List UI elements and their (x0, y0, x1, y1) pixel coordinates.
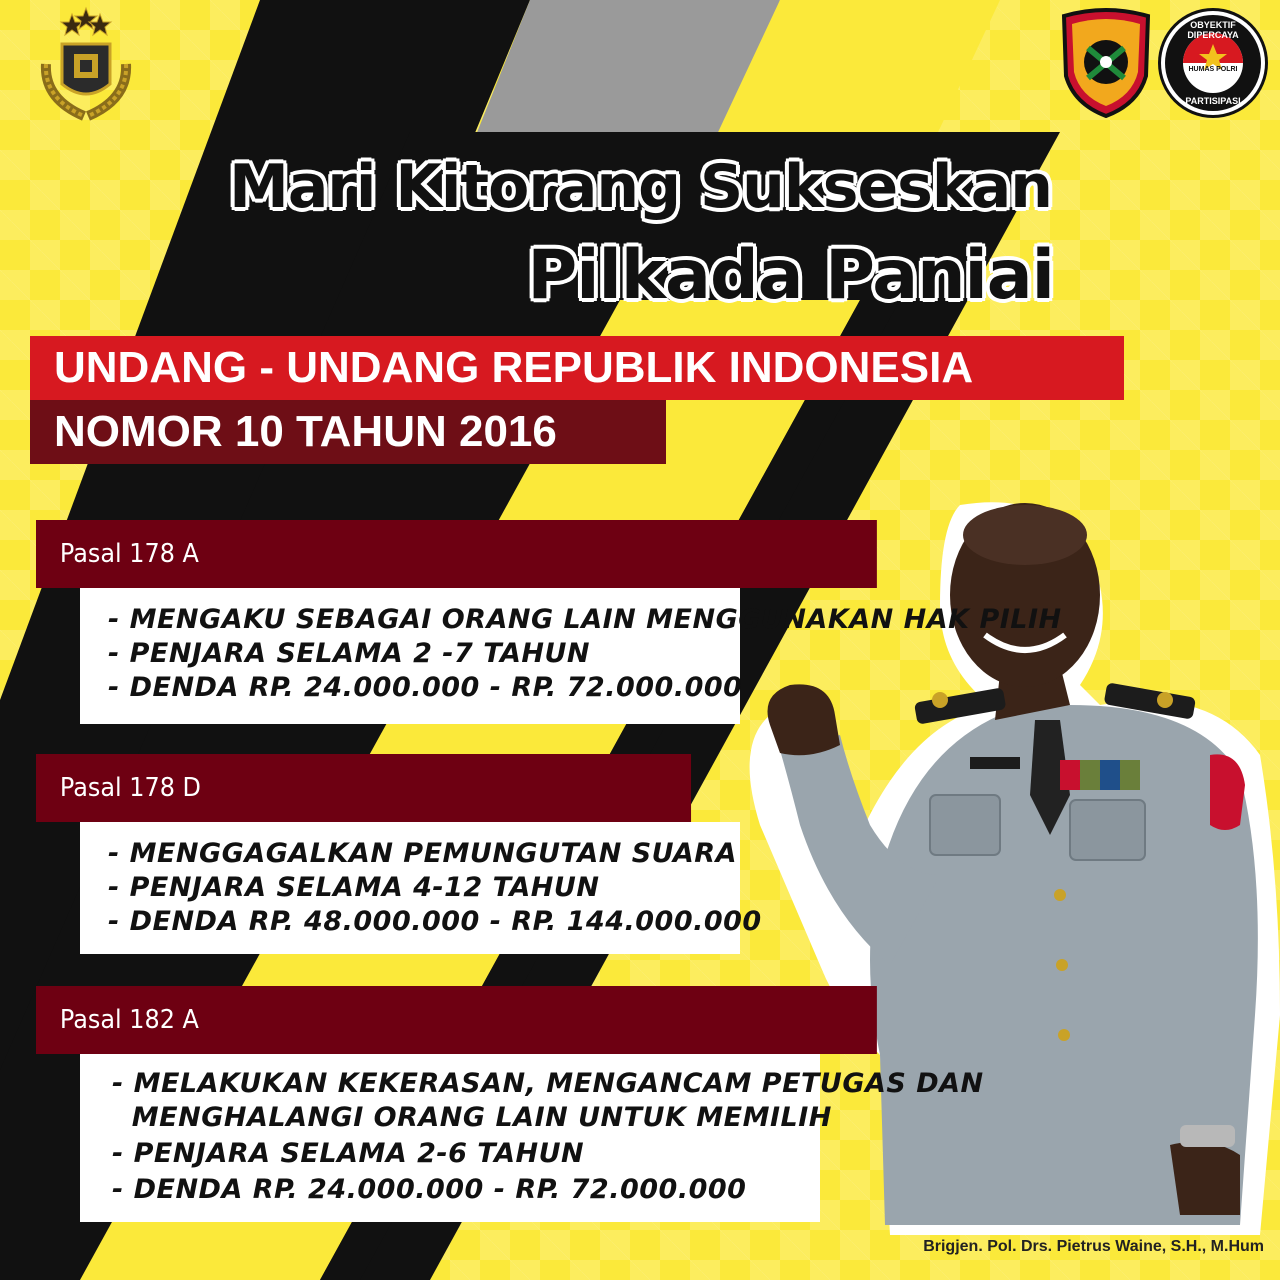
article-3-line-3: - PENJARA SELAMA 2-6 TAHUN (112, 1138, 585, 1169)
polri-emblem-icon (26, 4, 146, 124)
humas-ring-bottom-text: PARTISIPASI (1185, 96, 1241, 106)
article-3-line-1: - MELAKUKAN KEKERASAN, MENGANCAM PETUGAS DAN (112, 1068, 984, 1099)
humas-ring-top-text: OBYEKTIF DIPERCAYA (1187, 20, 1239, 40)
article-1-line-3: - DENDA RP. 24.000.000 - RP. 72.000.000 (108, 672, 743, 703)
humas-polri-badge-icon (1156, 6, 1270, 120)
article-3-line-4: - DENDA RP. 24.000.000 - RP. 72.000.000 (112, 1174, 747, 1205)
article-2-title: Pasal 178 D (36, 754, 691, 822)
headline-line-2: Pilkada Paniai (527, 236, 1054, 315)
humas-center-text: HUMAS POLRI (1188, 66, 1238, 73)
article-3-title: Pasal 182 A (36, 986, 877, 1054)
article-2-line-2: - PENJARA SELAMA 4-12 TAHUN (108, 872, 600, 903)
photo-caption: Brigjen. Pol. Drs. Pietrus Waine, S.H., M.Hum (923, 1238, 1264, 1255)
article-1-title: Pasal 178 A (36, 520, 877, 588)
polda-papua-shield-icon (1058, 6, 1154, 118)
law-number: NOMOR 10 TAHUN 2016 (30, 400, 666, 464)
article-2-line-1: - MENGGAGALKAN PEMUNGUTAN SUARA (108, 838, 737, 869)
article-1-line-1: - MENGAKU SEBAGAI ORANG LAIN MENGGUNAKAN HAK PILIH (108, 604, 1062, 635)
article-3-line-2: MENGHALANGI ORANG LAIN UNTUK MEMILIH (112, 1102, 832, 1133)
law-title: UNDANG - UNDANG REPUBLIK INDONESIA (30, 336, 1124, 400)
headline-line-1: Mari Kitorang Sukseskan (229, 152, 1052, 222)
article-1-line-2: - PENJARA SELAMA 2 -7 TAHUN (108, 638, 591, 669)
article-2-line-3: - DENDA RP. 48.000.000 - RP. 144.000.000 (108, 906, 762, 937)
